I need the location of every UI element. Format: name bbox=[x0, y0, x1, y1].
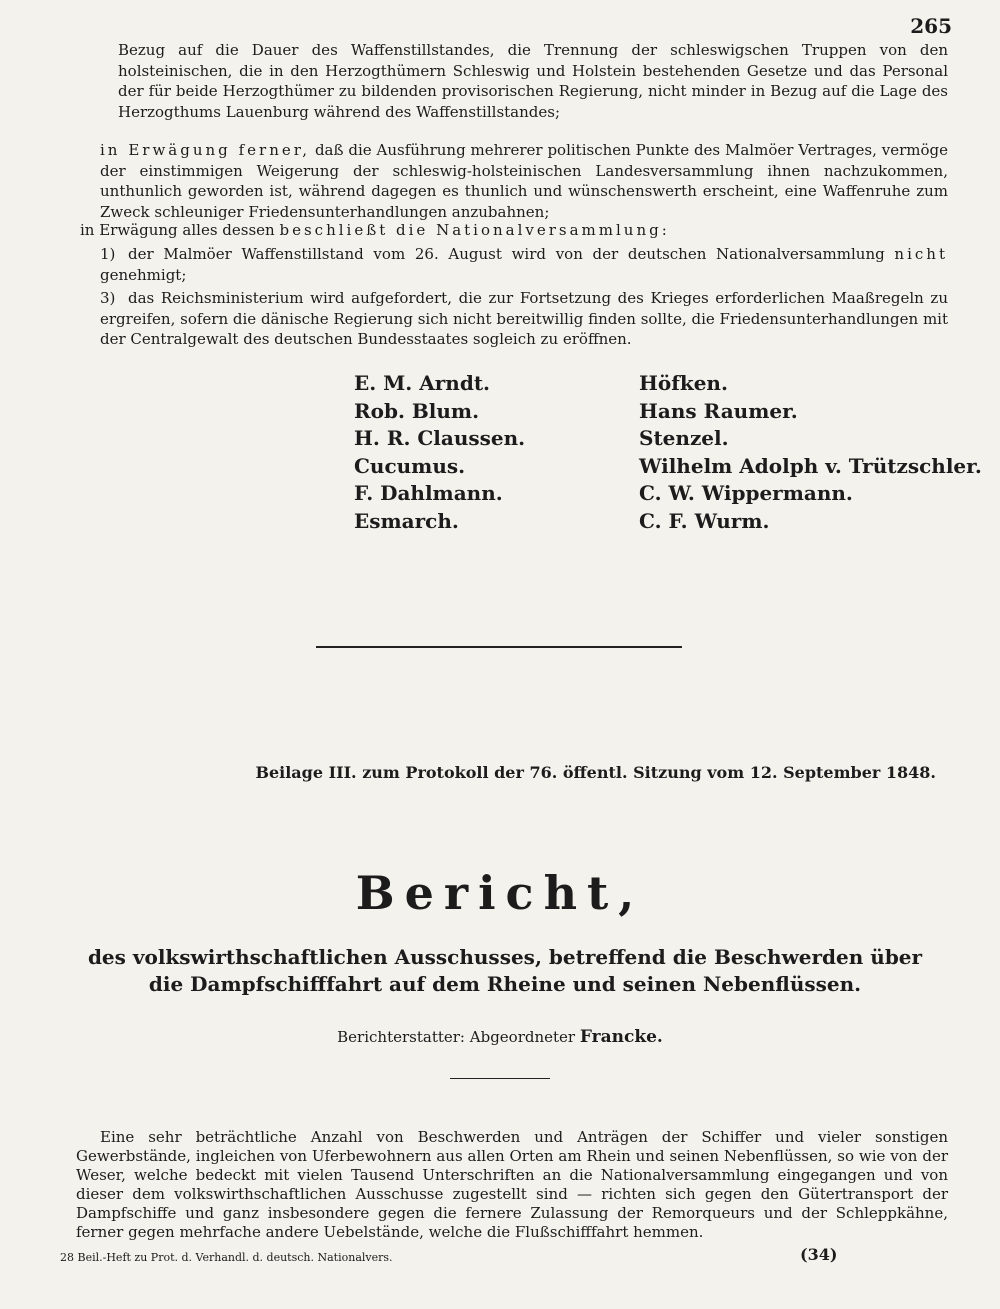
paragraph-body: daß die Ausführung mehrerer politischen Punkte des Malmöer Vertrages, vermöge der einstimmigen Weigerung der schleswig-holsteinischen Landesversammlung ihnen nachzukommen, unthunlich geworden ist, während dagegen es thunlich und wünschenswerth erscheint, eine Waffenruhe zum Zweck schleuniger Friedensunterhandlungen anzubahnen; bbox=[100, 141, 948, 221]
short-divider bbox=[450, 1078, 550, 1079]
reporter-name: Francke. bbox=[579, 1027, 663, 1047]
signature-name: C. W. Wippermann. bbox=[639, 481, 853, 505]
resolution-item-3 bbox=[100, 288, 948, 350]
signature-block bbox=[354, 370, 982, 540]
reporter-label: Berichterstatter: Abgeordneter bbox=[337, 1028, 576, 1046]
footer-signature-mark: 28 Beil.-Heft zu Prot. d. Verhandl. d. deutsch. Nationalvers. bbox=[60, 1251, 393, 1264]
footer-sheet-number: (34) bbox=[800, 1245, 838, 1264]
signature-name: Höfken. bbox=[639, 371, 728, 395]
paragraph-lead-spaced: in Erwägung ferner, bbox=[100, 141, 311, 159]
signature-name: Esmarch. bbox=[354, 508, 459, 533]
page-number: 265 bbox=[910, 14, 952, 38]
item-text: das Reichsministerium wird aufgefordert, die zur Fortsetzung des Krieges erforderlichen Maaßregeln zu ergreifen, sofern die dänische Regierung sich nicht bereitwillig finden sollte, die Friedensunterhandlungen mit der Centralgewalt des deutschen Bundesstaates sogleich zu eröffnen. bbox=[100, 289, 948, 348]
signature-column-right bbox=[639, 370, 982, 535]
report-body-paragraph: Eine sehr beträchtliche Anzahl von Beschwerden und Anträgen der Schiffer und vieler sonstigen Gewerbstände, ingleichen von Uferbewohnern aus allen Orten am Rhein und seinen Nebenflüssen, so wie von der Weser, welche bedeckt mit vielen Tausend Unterschriften an die Nationalversammlung eingegangen und von dieser dem volkswirthschaftlichen Ausschusse zugestellt sind — richten sich gegen den Gütertransport der Dampfschiffe und ganz insbesondere gegen die fernere Zulassung der Remorqueurs und der Schleppkähne, ferner gegen mehrfache andere Uebelstände, welche die Flußschifffahrt hemmen. bbox=[76, 1128, 948, 1241]
report-subtitle: des volkswirthschaftlichen Ausschusses, betreffend die Beschwerden über die Dampfschifffahrt auf dem Rheine und seinen Nebenflüssen. bbox=[87, 945, 923, 996]
signature-name: Hans Raumer. bbox=[639, 398, 798, 423]
paragraph-erwaegung-ferner bbox=[100, 140, 948, 222]
item-emphasis: nicht bbox=[894, 245, 948, 263]
paragraph-spaced-phrase: beschließt die Nationalversammlung: bbox=[279, 221, 670, 239]
item-text: der Malmöer Waffenstillstand vom 26. August wird von der deutschen Nationalversammlung bbox=[128, 245, 885, 263]
signature-name: Wilhelm Adolph v. Trützschler. bbox=[639, 453, 982, 478]
beilage-heading: Beilage III. zum Protokoll der 76. öffentl. Sitzung vom 12. September 1848. bbox=[255, 763, 936, 782]
section-divider bbox=[316, 646, 682, 648]
paragraph-lead: in Erwägung alles dessen bbox=[80, 221, 275, 239]
signature-name: E. M. Arndt. bbox=[354, 371, 491, 395]
resolution-item-1 bbox=[100, 244, 948, 285]
report-title: Bericht, bbox=[355, 866, 645, 920]
signature-name: F. Dahlmann. bbox=[354, 481, 503, 505]
paragraph-bezug: Bezug auf die Dauer des Waffenstillstandes, die Trennung der schleswigschen Truppen von den holsteinischen, die in den Herzogthümern Schleswig und Holstein bestehenden Gesetze und das Personal der für beide Herzogthümer zu bildenden provisorischen Regierung, nicht minder in Bezug auf die Lage des Herzogthums Lauenburg während des Waffenstillstandes; bbox=[118, 41, 948, 121]
item-number: 1) bbox=[100, 245, 116, 263]
signature-name: C. F. Wurm. bbox=[639, 508, 770, 533]
item-number: 3) bbox=[100, 289, 116, 307]
signature-name: Stenzel. bbox=[639, 426, 729, 450]
signature-name: H. R. Claussen. bbox=[354, 426, 526, 450]
signature-name: Cucumus. bbox=[354, 453, 466, 478]
signature-column-left bbox=[354, 370, 525, 535]
item-text-end: genehmigt; bbox=[100, 265, 187, 284]
paragraph-beschluss bbox=[80, 220, 940, 241]
signature-name: Rob. Blum. bbox=[354, 398, 480, 423]
reporter-line bbox=[0, 1027, 1000, 1047]
